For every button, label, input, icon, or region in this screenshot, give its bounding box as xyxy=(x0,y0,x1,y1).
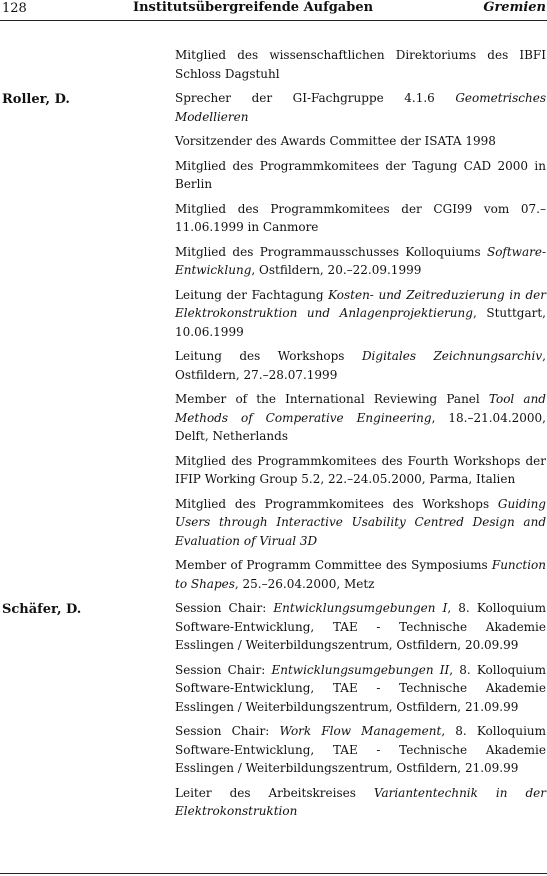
entry-text: Leiter des Arbeitskreises xyxy=(175,785,374,800)
entry-text: Leitung des Workshops xyxy=(175,349,362,363)
entry-text: Vorsitzender des Awards Committee der ISATA 1998 xyxy=(175,134,496,148)
person-group xyxy=(0,89,547,593)
committee-entry xyxy=(175,200,546,237)
person-group xyxy=(0,599,547,821)
committee-entry xyxy=(175,722,546,778)
entry-list xyxy=(175,89,546,593)
committee-entry xyxy=(175,390,546,446)
committee-entry xyxy=(175,347,546,384)
committee-entry xyxy=(175,286,546,342)
entry-text: Session Chair: xyxy=(175,601,274,615)
entry-title: Work Flow Management xyxy=(279,724,442,738)
entry-text: , 18.–21.04.2000, Delft, Netherlands xyxy=(175,410,546,443)
entry-text: , 25.–26.04.2000, Metz xyxy=(234,576,375,591)
entry-text: , Ostfildern, 20.–22.09.1999 xyxy=(251,263,422,277)
running-title: Institutsübergreifende Aufgaben xyxy=(133,0,374,15)
section-title: Gremien xyxy=(483,0,546,15)
entry-text: , Ostfildern, 27.–28.07.1999 xyxy=(175,349,546,382)
entry-title: Software-Entwicklung xyxy=(175,244,546,277)
entry-title: Geometrisches Modellieren xyxy=(175,91,546,124)
entry-text: Mitglied des Programmkomitees des Fourth Workshops der IFIP Working Group 5.2, 22.–24.05.2000, Parma, Italien xyxy=(175,453,546,486)
entry-list xyxy=(175,599,546,821)
committee-entry xyxy=(175,46,546,83)
entry-text: Session Chair: xyxy=(175,724,280,738)
entry-text: Member of Programm Committee des Symposiums xyxy=(175,558,492,572)
entry-list xyxy=(175,46,546,83)
entry-title: Variantentechnik in der Elektrokonstruktion xyxy=(175,785,546,818)
entry-text: Mitglied des Programmkomitees des Workshops xyxy=(175,496,498,511)
entry-title: Digitales Zeichnungsarchiv xyxy=(361,349,543,363)
entry-title: Tool and Methods of Comperative Engineering xyxy=(175,392,546,425)
entry-text: , 8. Kolloquium Software-Entwicklung, TAE - Technische Akademie Esslingen / Weiterbildungszentrum, Ostfildern, 21.09.99 xyxy=(175,662,547,714)
entry-title: Guiding Users through Interactive Usability Centred Design and Evaluation of Virual 3D xyxy=(175,496,546,548)
footer-rule xyxy=(0,873,547,874)
entry-text: Leitung der Fachtagung xyxy=(175,287,329,302)
entry-title: Entwicklungsumgebungen II xyxy=(271,662,450,677)
page-header xyxy=(0,0,547,21)
entry-title: Kosten- und Zeitreduzierung in der Elektrokonstruktion und Anlagenprojektierung xyxy=(175,287,546,320)
entry-text: , Stuttgart, 10.06.1999 xyxy=(175,306,546,339)
entry-text: Session Chair: xyxy=(175,662,272,677)
entry-text: Mitglied des Programmausschusses Kolloquiums xyxy=(175,244,487,259)
committee-entry xyxy=(175,89,546,126)
person-name: Roller, D. xyxy=(2,92,70,107)
committee-entry xyxy=(175,599,546,655)
person-group xyxy=(0,46,547,83)
committee-entry xyxy=(175,784,546,821)
committee-entry xyxy=(175,661,546,717)
entry-text: Member of the International Reviewing Panel xyxy=(175,392,489,406)
committee-entry xyxy=(175,495,546,551)
entry-title: Entwicklungsumgebungen I xyxy=(273,601,448,615)
entry-text: Mitglied des Programmkomitees der CGI99 vom 07.–11.06.1999 in Canmore xyxy=(175,201,546,234)
entry-title: Function to Shapes xyxy=(175,558,546,591)
committee-entry xyxy=(175,157,546,194)
committee-list xyxy=(0,46,547,827)
entry-text: Mitglied des Programmkomitees der Tagung CAD 2000 in Berlin xyxy=(175,158,546,191)
committee-entry xyxy=(175,452,546,489)
entry-text: , 8. Kolloquium Software-Entwicklung, TAE - Technische Akademie Esslingen / Weiterbildungszentrum, Ostfildern, 21.09.99 xyxy=(175,724,547,775)
person-name: Schäfer, D. xyxy=(2,602,82,617)
page-number: 128 xyxy=(2,1,27,16)
committee-entry xyxy=(175,243,546,280)
committee-entry xyxy=(175,132,546,151)
entry-text: , 8. Kolloquium Software-Entwicklung, TAE - Technische Akademie Esslingen / Weiterbildungszentrum, Ostfildern, 20.09.99 xyxy=(175,601,546,652)
entry-text: Mitglied des wissenschaftlichen Direktoriums des IBFI Schloss Dagstuhl xyxy=(175,48,546,81)
committee-entry xyxy=(175,556,546,593)
entry-text: Sprecher der GI-Fachgruppe 4.1.6 xyxy=(175,91,456,105)
